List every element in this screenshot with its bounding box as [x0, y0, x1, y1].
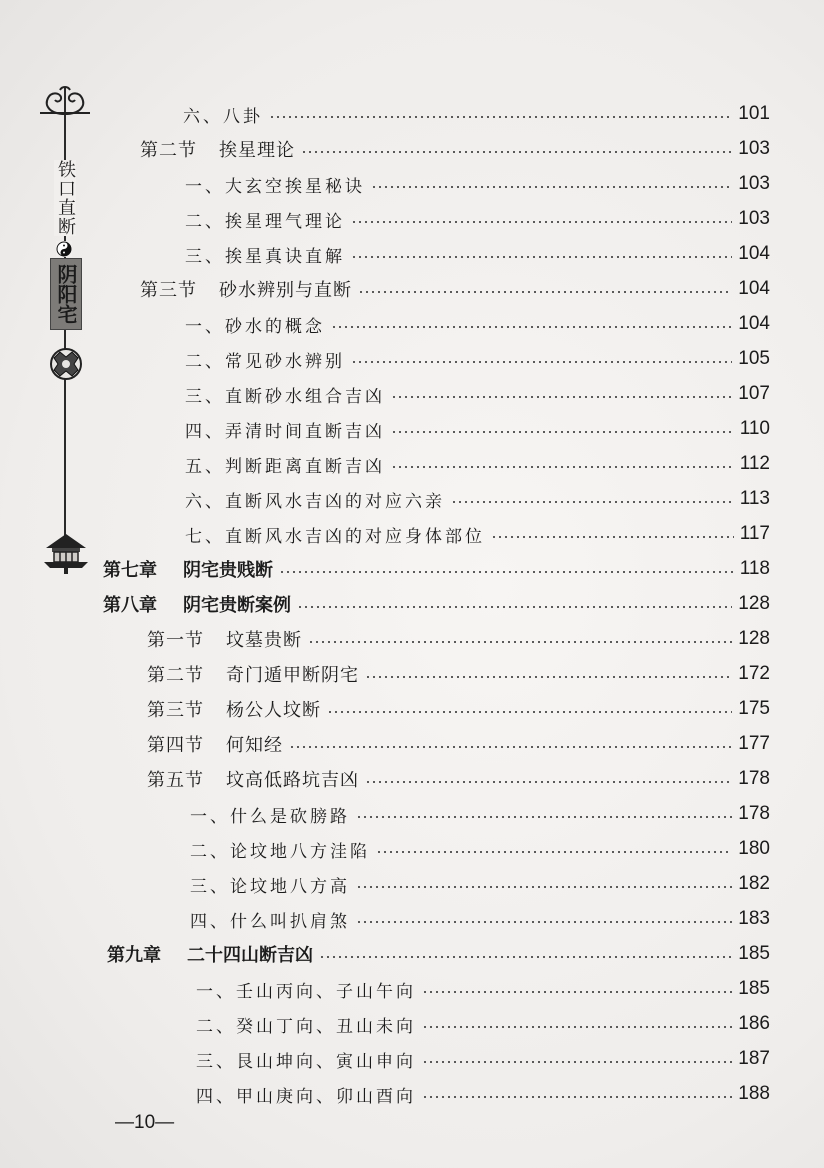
toc-entry[interactable] — [147, 622, 770, 656]
toc-entry-label: 奇门遁甲断阴宅 — [226, 665, 359, 686]
toc-entry[interactable] — [185, 307, 770, 341]
dot-leader — [356, 921, 732, 923]
toc-entry[interactable] — [185, 482, 770, 516]
toc-entry-label: 五、判断距离直断吉凶 — [185, 456, 385, 477]
dot-leader — [422, 1061, 732, 1063]
toc-section-number: 第一节 — [147, 630, 204, 651]
toc-entry-label: 二十四山断吉凶 — [187, 945, 313, 966]
toc-entry-page: 104 — [738, 313, 770, 334]
toc-entry-label: 阴宅贵贱断 — [183, 560, 273, 581]
toc-entry-page: 172 — [738, 663, 770, 684]
toc-entry-page: 101 — [738, 103, 770, 124]
dot-leader — [376, 851, 732, 853]
toc-entry-page: 186 — [738, 1013, 770, 1034]
dot-leader — [351, 221, 732, 223]
toc-entry-label: 二、常见砂水辨别 — [185, 351, 345, 372]
toc-entry[interactable] — [147, 692, 770, 726]
dot-leader — [371, 186, 732, 188]
toc-entry-page: 178 — [738, 768, 770, 789]
toc-entry[interactable] — [147, 762, 770, 796]
toc-entry-page: 183 — [738, 908, 770, 929]
dot-leader — [351, 256, 732, 258]
toc-entry[interactable] — [190, 832, 770, 866]
dot-leader — [279, 571, 734, 573]
toc-entry-page: 118 — [739, 558, 770, 579]
toc-entry[interactable] — [190, 867, 770, 901]
dot-leader — [365, 781, 732, 783]
toc-entry-page: 178 — [738, 803, 770, 824]
toc-entry-page: 180 — [738, 838, 770, 859]
toc-entry-page: 103 — [738, 173, 770, 194]
dot-leader — [356, 816, 732, 818]
dot-leader — [289, 746, 732, 748]
toc-entry-page: 182 — [738, 873, 770, 894]
dot-leader — [331, 326, 732, 328]
toc-entry-label: 四、弄清时间直断吉凶 — [185, 421, 385, 442]
toc-entry-label: 挨星理论 — [219, 140, 295, 161]
toc-entry-page: 188 — [738, 1083, 770, 1104]
toc-section-number: 第三节 — [140, 280, 197, 301]
toc-entry[interactable] — [140, 132, 770, 166]
toc-entry-page: 103 — [738, 208, 770, 229]
toc-entry-label: 坟高低路坑吉凶 — [226, 770, 359, 791]
toc-entry[interactable] — [185, 412, 770, 446]
toc-entry-label: 七、直断风水吉凶的对应身体部位 — [185, 526, 485, 547]
toc-entry[interactable] — [185, 237, 770, 271]
toc-chapter-number: 第九章 — [107, 945, 161, 966]
toc-entry[interactable] — [185, 447, 770, 481]
toc-entry[interactable] — [185, 377, 770, 411]
toc-entry-label: 坟墓贵断 — [226, 630, 302, 651]
toc-entry[interactable] — [190, 902, 770, 936]
toc-entry[interactable] — [140, 272, 770, 306]
toc-entry-page: 187 — [738, 1048, 770, 1069]
dot-leader — [319, 956, 732, 958]
dot-leader — [269, 116, 732, 118]
toc-entry-label: 三、论坟地八方高 — [190, 876, 350, 897]
dot-leader — [451, 501, 734, 503]
toc-entry-label: 四、甲山庚向、卯山酉向 — [196, 1086, 416, 1107]
toc-chapter-entry[interactable] — [107, 937, 770, 971]
toc-entry-page: 128 — [738, 593, 770, 614]
toc-entry[interactable] — [185, 517, 770, 551]
book-label: 阴阳宅 — [50, 258, 82, 330]
toc-entry[interactable] — [147, 657, 770, 691]
toc-entry[interactable] — [196, 1042, 770, 1076]
toc-entry-label: 一、大玄空挨星秘诀 — [185, 176, 365, 197]
toc-section-number: 第三节 — [147, 700, 204, 721]
toc-entry-label: 四、什么叫扒肩煞 — [190, 911, 350, 932]
toc-entry[interactable] — [185, 342, 770, 376]
toc-entry[interactable] — [190, 797, 770, 831]
toc-entry-label: 三、直断砂水组合吉凶 — [185, 386, 385, 407]
toc-entry-page: 177 — [738, 733, 770, 754]
page-number: —10— — [115, 1112, 175, 1133]
toc-entry-label: 一、什么是砍膀路 — [190, 806, 350, 827]
dot-leader — [351, 361, 732, 363]
toc-entry-page: 104 — [738, 243, 770, 264]
toc-entry-label: 三、艮山坤向、寅山申向 — [196, 1051, 416, 1072]
toc-entry-label: 何知经 — [226, 735, 283, 756]
toc-entry-label: 阴宅贵断案例 — [183, 595, 291, 616]
toc-entry-label: 一、壬山丙向、子山午向 — [196, 981, 416, 1002]
dot-leader — [422, 1096, 732, 1098]
dot-leader — [422, 1026, 732, 1028]
toc-entry[interactable] — [196, 972, 770, 1006]
toc-chapter-number: 第七章 — [103, 560, 157, 581]
toc-entry-page: 105 — [738, 348, 770, 369]
dot-leader — [301, 151, 732, 153]
toc-entry-page: 128 — [738, 628, 770, 649]
toc-entry-page: 185 — [738, 978, 770, 999]
toc-entry-page: 185 — [738, 943, 770, 964]
dot-leader — [356, 886, 732, 888]
dot-leader — [391, 396, 732, 398]
series-title: 铁口直断 — [55, 160, 76, 236]
dot-leader — [391, 431, 734, 433]
toc-chapter-entry[interactable] — [103, 587, 770, 621]
toc-section-number: 第五节 — [147, 770, 204, 791]
dot-leader — [358, 291, 732, 293]
toc-section-number: 第二节 — [147, 665, 204, 686]
toc-entry-page: 104 — [738, 278, 770, 299]
toc-entry-page: 112 — [739, 453, 770, 474]
toc-entry-page: 107 — [738, 383, 770, 404]
toc-entry-label: 六、八卦 — [183, 106, 263, 127]
toc-entry-page: 113 — [739, 488, 770, 509]
dot-leader — [308, 641, 732, 643]
toc-entry[interactable] — [196, 1077, 770, 1111]
toc-entry-label: 二、论坟地八方洼陷 — [190, 841, 370, 862]
dot-leader — [391, 466, 734, 468]
toc-chapter-number: 第八章 — [103, 595, 157, 616]
toc-entry[interactable] — [185, 202, 770, 236]
toc-chapter-entry[interactable] — [103, 552, 770, 586]
toc-section-number: 第二节 — [140, 140, 197, 161]
dot-leader — [327, 711, 732, 713]
toc-entry-page: 103 — [738, 138, 770, 159]
toc-entry-page: 117 — [739, 523, 770, 544]
toc-entry-label: 三、挨星真诀直解 — [185, 246, 345, 267]
toc-entry-label: 杨公人坟断 — [226, 700, 321, 721]
toc-section-number: 第四节 — [147, 735, 204, 756]
toc-entry-label: 一、砂水的概念 — [185, 316, 325, 337]
toc-entry[interactable] — [183, 97, 770, 131]
dot-leader — [491, 536, 734, 538]
toc-entry[interactable] — [196, 1007, 770, 1041]
dot-leader — [422, 991, 732, 993]
dot-leader — [297, 606, 732, 608]
toc-entry-label: 六、直断风水吉凶的对应六亲 — [185, 491, 445, 512]
toc-entry-page: 110 — [739, 418, 770, 439]
toc-entry-label: 二、挨星理气理论 — [185, 211, 345, 232]
toc-entry[interactable] — [185, 167, 770, 201]
toc-entry-label: 二、癸山丁向、丑山未向 — [196, 1016, 416, 1037]
dot-leader — [365, 676, 732, 678]
toc-entry-page: 175 — [738, 698, 770, 719]
toc-entry[interactable] — [147, 727, 770, 761]
toc-entry-label: 砂水辨别与直断 — [219, 280, 352, 301]
